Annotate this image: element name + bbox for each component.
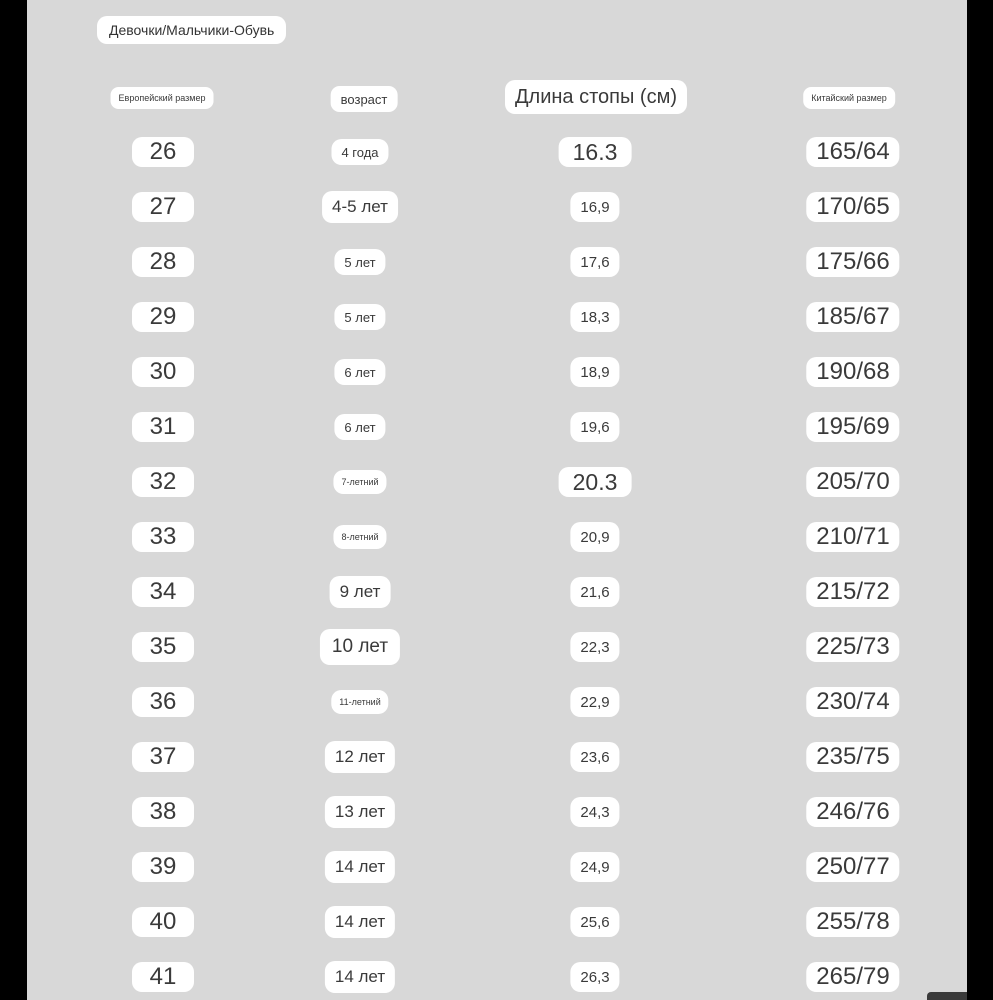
age-cell: 11-летний xyxy=(331,690,388,714)
foot-length-cell: 17,6 xyxy=(570,247,619,277)
cn-size-cell: 250/77 xyxy=(806,852,899,882)
age-cell: 13 лет xyxy=(325,796,395,828)
cn-size-cell: 215/72 xyxy=(806,577,899,607)
foot-length-cell: 18,9 xyxy=(570,357,619,387)
age-cell: 4 года xyxy=(331,139,388,165)
eu-size-cell: 34 xyxy=(132,577,194,607)
eu-size-cell: 39 xyxy=(132,852,194,882)
age-cell: 7-летний xyxy=(333,470,386,494)
cn-size-cell: 165/64 xyxy=(806,137,899,167)
age-cell: 8-летний xyxy=(333,525,386,549)
cn-size-cell: 225/73 xyxy=(806,632,899,662)
eu-size-cell: 40 xyxy=(132,907,194,937)
eu-size-cell: 41 xyxy=(132,962,194,992)
eu-size-cell: 33 xyxy=(132,522,194,552)
foot-length-cell: 24,9 xyxy=(570,852,619,882)
cn-size-cell: 265/79 xyxy=(806,962,899,992)
eu-size-cell: 37 xyxy=(132,742,194,772)
age-cell: 9 лет xyxy=(330,576,391,608)
eu-size-cell: 35 xyxy=(132,632,194,662)
cn-size-cell: 185/67 xyxy=(806,302,899,332)
eu-size-cell: 26 xyxy=(132,137,194,167)
age-cell: 14 лет xyxy=(325,961,395,993)
eu-size-cell: 38 xyxy=(132,797,194,827)
foot-length-cell: 22,3 xyxy=(570,632,619,662)
cn-size-cell: 190/68 xyxy=(806,357,899,387)
age-cell: 5 лет xyxy=(334,304,385,330)
header-cn-size: Китайский размер xyxy=(803,87,895,109)
eu-size-cell: 27 xyxy=(132,192,194,222)
foot-length-cell: 25,6 xyxy=(570,907,619,937)
eu-size-cell: 36 xyxy=(132,687,194,717)
cn-size-cell: 210/71 xyxy=(806,522,899,552)
eu-size-cell: 30 xyxy=(132,357,194,387)
eu-size-cell: 29 xyxy=(132,302,194,332)
header-age: возраст xyxy=(331,86,398,112)
cn-size-cell: 175/66 xyxy=(806,247,899,277)
foot-length-cell: 20,9 xyxy=(570,522,619,552)
age-cell: 10 лет xyxy=(320,629,400,665)
cn-size-cell: 205/70 xyxy=(806,467,899,497)
foot-length-cell: 22,9 xyxy=(570,687,619,717)
foot-length-cell: 19,6 xyxy=(570,412,619,442)
age-cell: 6 лет xyxy=(334,414,385,440)
foot-length-cell: 16,9 xyxy=(570,192,619,222)
age-cell: 12 лет xyxy=(325,741,395,773)
corner-decoration xyxy=(927,992,967,1000)
cn-size-cell: 235/75 xyxy=(806,742,899,772)
cn-size-cell: 170/65 xyxy=(806,192,899,222)
foot-length-cell: 16.3 xyxy=(559,137,632,167)
cn-size-cell: 195/69 xyxy=(806,412,899,442)
eu-size-cell: 28 xyxy=(132,247,194,277)
age-cell: 5 лет xyxy=(334,249,385,275)
age-cell: 14 лет xyxy=(325,851,395,883)
eu-size-cell: 32 xyxy=(132,467,194,497)
foot-length-cell: 20.3 xyxy=(559,467,632,497)
cn-size-cell: 246/76 xyxy=(806,797,899,827)
size-chart-panel xyxy=(27,0,967,1000)
foot-length-cell: 18,3 xyxy=(570,302,619,332)
cn-size-cell: 255/78 xyxy=(806,907,899,937)
foot-length-cell: 24,3 xyxy=(570,797,619,827)
foot-length-cell: 23,6 xyxy=(570,742,619,772)
age-cell: 6 лет xyxy=(334,359,385,385)
header-foot-length: Длина стопы (см) xyxy=(505,80,687,114)
header-eu-size: Европейский размер xyxy=(111,87,214,109)
cn-size-cell: 230/74 xyxy=(806,687,899,717)
age-cell: 4-5 лет xyxy=(322,191,398,223)
eu-size-cell: 31 xyxy=(132,412,194,442)
foot-length-cell: 26,3 xyxy=(570,962,619,992)
age-cell: 14 лет xyxy=(325,906,395,938)
chart-title: Девочки/Мальчики-Обувь xyxy=(97,16,286,44)
foot-length-cell: 21,6 xyxy=(570,577,619,607)
